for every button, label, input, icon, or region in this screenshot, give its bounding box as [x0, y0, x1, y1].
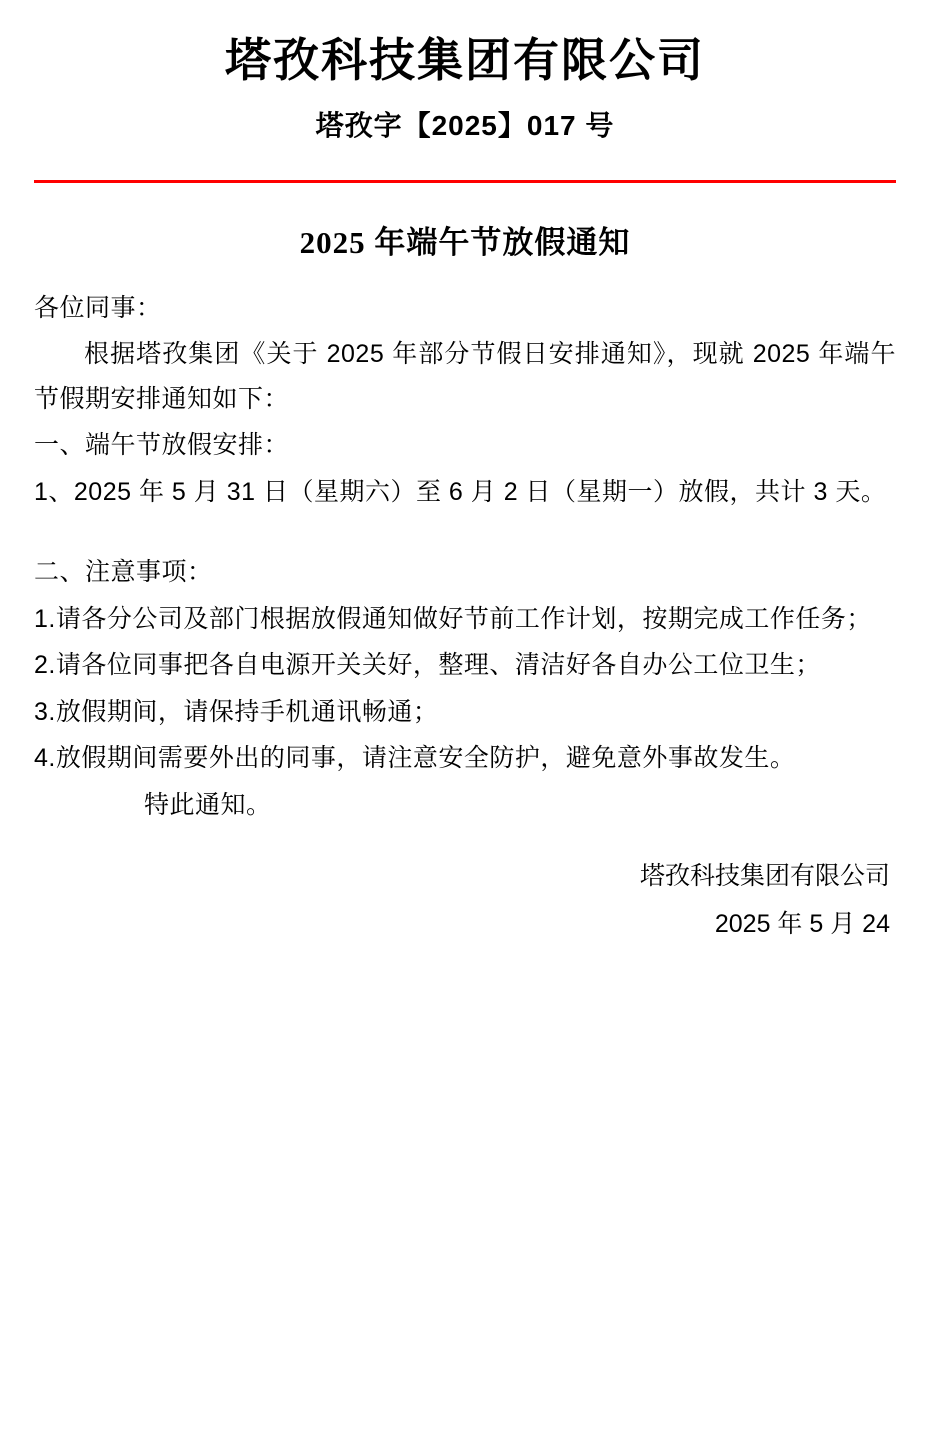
note-item-2: 2.请各位同事把各自电源开关关好，整理、清洁好各自办公工位卫生；: [34, 651, 821, 679]
section-heading-notes: 二、注意事项：: [34, 558, 213, 586]
note-item-1: 1.请各分公司及部门根据放假通知做好节前工作计划，按期完成工作任务；: [34, 604, 872, 633]
note-item-3: 3.放假期间，请保持手机通讯畅通；: [34, 697, 439, 726]
section-heading-holiday-arrangement: 一、端午节放假安排：: [34, 431, 290, 459]
red-divider-line: [34, 180, 896, 183]
paragraph-intro: 根据塔孜集团《关于 2025 年部分节假日安排通知》，现就 2025 年端午节假期安排通知如下：: [34, 340, 896, 413]
document-title: 2025 年端午节放假通知: [299, 224, 631, 260]
document-body: [34, 286, 896, 828]
signature-date: 2025 年 5 月 24: [714, 909, 890, 938]
document-number: 塔孜字【2025】017 号: [315, 109, 615, 141]
holiday-arrangement-item-1: 1、2025 年 5 月 31 日（星期六）至 6 月 2 日（星期一）放假，共计 3 天。: [34, 477, 887, 506]
closing-line: 特此通知。: [144, 790, 272, 819]
organization-title: 塔孜科技集团有限公司: [225, 35, 705, 86]
signature-organization: 塔孜科技集团有限公司: [639, 862, 890, 890]
salutation: 各位同事：: [34, 293, 162, 322]
section-spacer: [34, 516, 896, 550]
signature-block: [34, 853, 896, 948]
note-item-4: 4.放假期间需要外出的同事，请注意安全防护，避免意外事故发生。: [34, 744, 796, 772]
